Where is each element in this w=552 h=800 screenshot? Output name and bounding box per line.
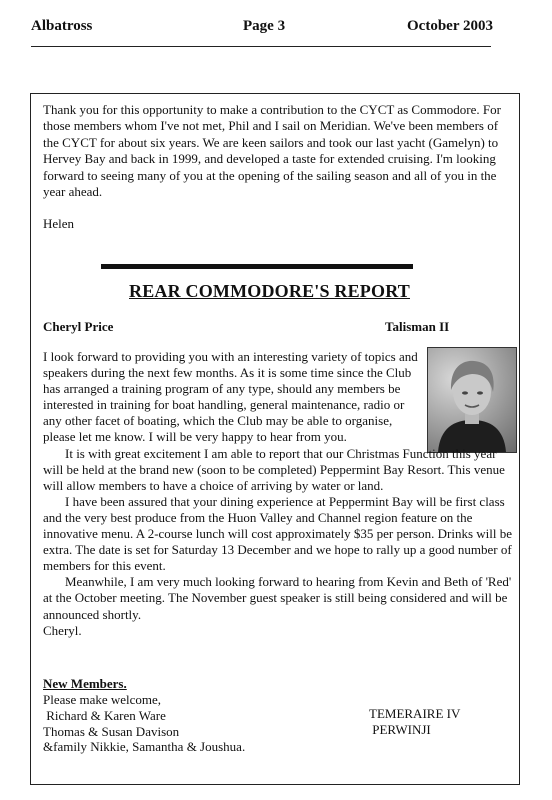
report-title: REAR COMMODORE'S REPORT	[129, 281, 410, 301]
report-body	[43, 349, 513, 639]
header-newsletter-name: Albatross	[31, 18, 93, 34]
member-name: &family Nikkie, Samantha & Joushua.	[43, 739, 246, 755]
new-members-welcome: Please make welcome,	[43, 692, 162, 707]
header-page-number: Page 3	[243, 18, 286, 34]
new-members-heading: New Members.	[43, 676, 127, 691]
member-boat: TEMERAIRE IV	[369, 706, 461, 721]
section-divider	[101, 264, 413, 269]
new-members-list	[43, 692, 245, 755]
report-paragraph: I have been assured that your dining experience at Peppermint Bay will be first class and the very best produce from the Huon Valley and Channel region feature on the innovative menu. A 2-course lunch will cost approximately $35 per person. Drinks will be extra. The date is set for Saturday 13 December and we hope to rally up a good number of members for this event.	[43, 493, 512, 574]
commodore-message: Thank you for this opportunity to make a contribution to the CYCT as Commodore. For those members whom I've not met, Phil and I sail on Meridian. We've been members of the CYCT for about six years. We are keen sailors and took our last yacht (Gamelyn) to Hervey Bay and back in 1999, and developed a taste for extended cruising. I'm looking forward to seeing many of you at the opening of the sailing season and all of you in the year ahead.	[43, 102, 501, 200]
report-paragraph: It is with great excitement I am able to report that our Christmas Function this year will be held at the brand new (soon to be completed) Peppermint Bay Resort. This venue will allow members to have a choice of arriving by water or land.	[43, 445, 505, 493]
member-name: Richard & Karen Ware	[43, 707, 166, 723]
commodore-signoff: Helen	[43, 216, 75, 231]
report-author-boat: Talisman II	[385, 319, 450, 334]
header-issue-date: October 2003	[407, 18, 493, 34]
member-name: Thomas & Susan Davison	[43, 723, 180, 739]
report-author: Cheryl Price	[43, 319, 114, 334]
report-paragraph: Meanwhile, I am very much looking forward to hearing from Kevin and Beth of 'Red' at the October meeting. The November guest speaker is still being considered and will be announced shortly.	[43, 574, 512, 622]
report-signoff: Cheryl.	[43, 622, 82, 638]
member-boats	[369, 706, 460, 738]
member-boat: PERWINJI	[369, 721, 431, 737]
header-rule	[31, 46, 491, 47]
content-box	[30, 93, 520, 785]
report-paragraph: I look forward to providing you with an interesting variety of topics and speakers during the next few months. As it is some time since the Club has arranged a training program of any type, should any members be interested in training for boat handling, general maintenance, radio or any other facet of boating, which the Club may be able to organise, please let me know. I will be very happy to hear from you.	[43, 349, 418, 445]
